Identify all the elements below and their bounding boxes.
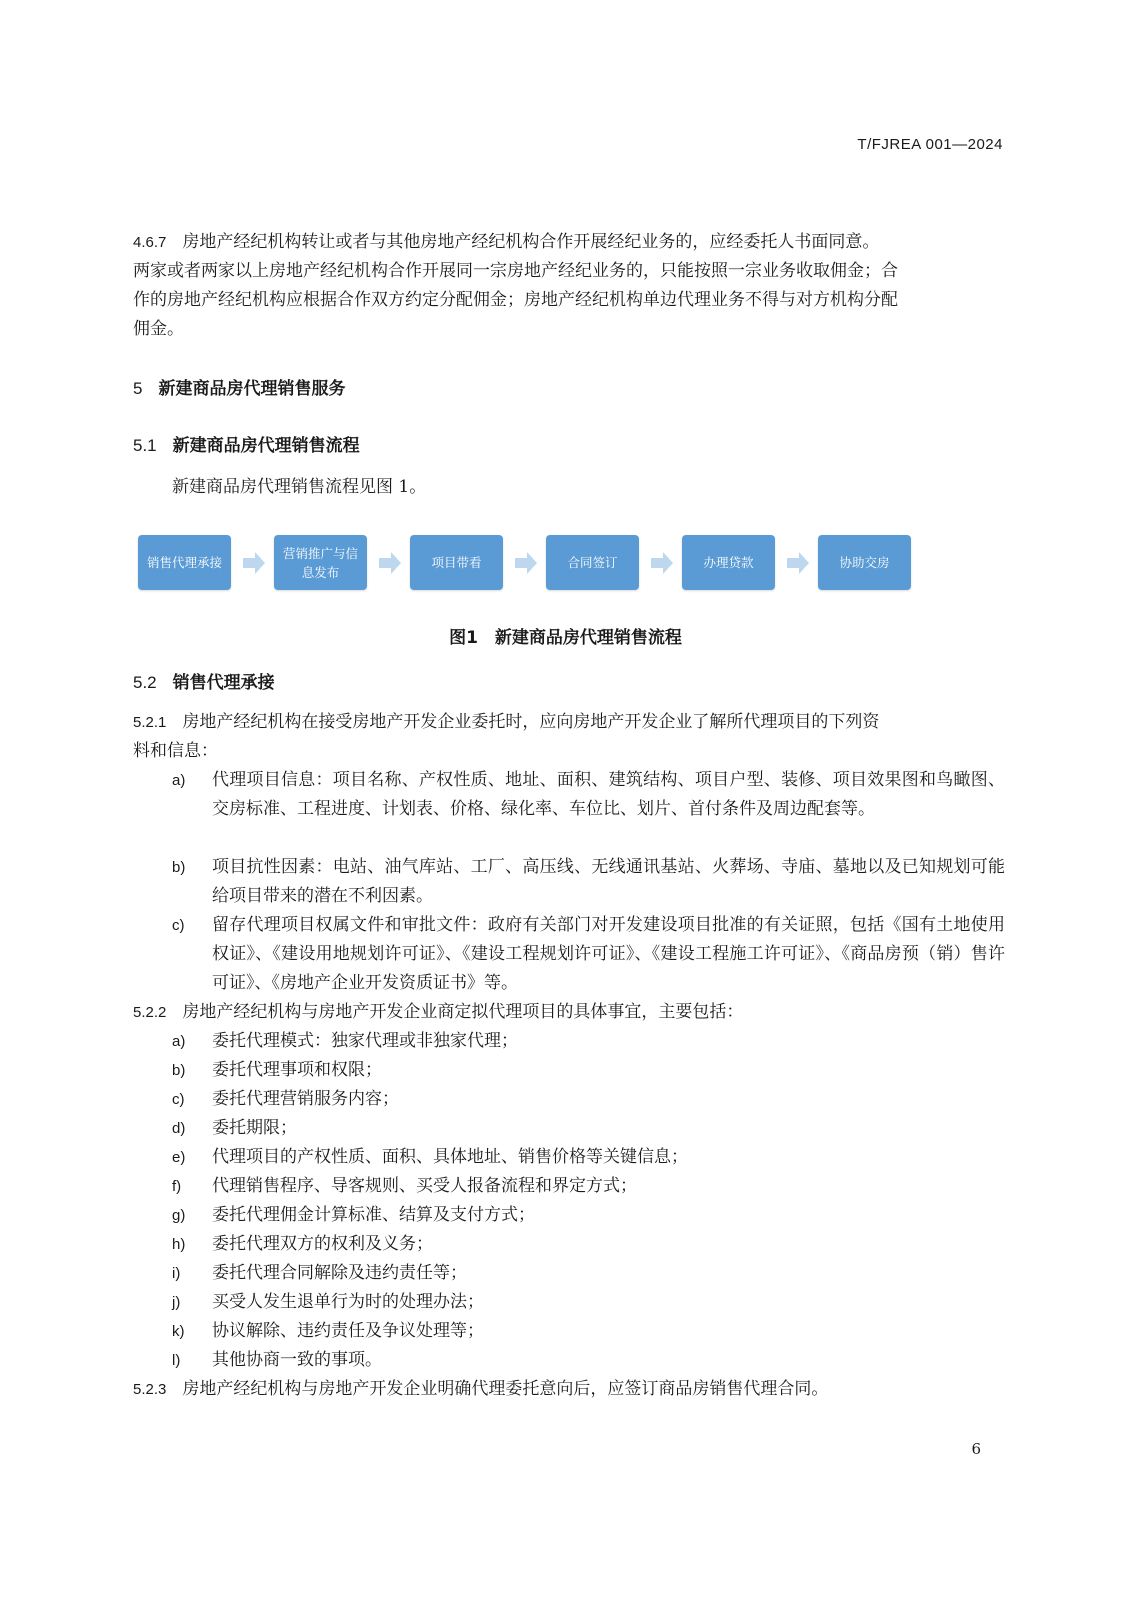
list-item-text: 代理项目信息：项目名称、产权性质、地址、面积、建筑结构、项目户型、装修、项目效果图和鸟瞰图、交房标准、工程进度、计划表、价格、绿化率、车位比、划片、首付条件及周边配套等。 — [212, 770, 1005, 819]
section-number: 5 — [133, 379, 143, 398]
list-item-text: 委托代理营销服务内容； — [212, 1089, 399, 1109]
list-item — [172, 1056, 1005, 1085]
list-item — [172, 766, 1005, 824]
list-item-label: a) — [172, 772, 186, 789]
list-item-label: d) — [172, 1120, 186, 1137]
clause-number: 5.2.2 — [133, 1004, 167, 1021]
clause-number: 4.6.7 — [133, 234, 167, 251]
section-number: 5.2 — [133, 673, 157, 692]
clause-text: 房地产经纪机构与房地产开发企业明确代理委托意向后，应签订商品房销售代理合同。 — [182, 1379, 829, 1399]
flow-step-5: 办理贷款 — [682, 535, 775, 590]
list-item-label: c) — [172, 917, 185, 934]
list-item-label: b) — [172, 1062, 186, 1079]
section-title: 新建商品房代理销售服务 — [158, 379, 346, 399]
list-item-label: j) — [172, 1294, 181, 1311]
list-item — [172, 1027, 1005, 1056]
clause-number: 5.2.1 — [133, 714, 167, 731]
arrow-right-icon — [787, 552, 809, 574]
figure-caption: 图1 新建商品房代理销售流程 — [449, 628, 682, 648]
list-item-text: 委托代理合同解除及违约责任等； — [212, 1263, 467, 1283]
list-item — [172, 1346, 1005, 1375]
clause-line: 两家或者两家以上房地产经纪机构合作开展同一宗房地产经纪业务的，只能按照一宗业务收取佣金；合 — [133, 261, 898, 281]
flow-step-6: 协助交房 — [818, 535, 911, 590]
list-item — [172, 911, 1005, 998]
flow-intro: 新建商品房代理销售流程见图 1。 — [172, 477, 427, 497]
list-item-label: f) — [172, 1178, 182, 1195]
arrow-right-icon — [243, 552, 265, 574]
list-item — [172, 1230, 1005, 1259]
list-item — [172, 1317, 1005, 1346]
list-item — [172, 1143, 1005, 1172]
list-item-label: k) — [172, 1323, 185, 1340]
clause-number: 5.2.3 — [133, 1381, 167, 1398]
flow-step-3: 项目带看 — [410, 535, 503, 590]
section-heading-5-2 — [133, 668, 275, 693]
flow-diagram — [138, 535, 918, 592]
standard-code: T/FJREA 001—2024 — [857, 136, 1003, 153]
clause-5-2-2 — [133, 998, 1005, 1027]
list-item — [172, 1259, 1005, 1288]
clause-line — [133, 228, 1005, 257]
section-title: 新建商品房代理销售流程 — [172, 436, 360, 456]
list-item-text: 代理项目的产权性质、面积、具体地址、销售价格等关键信息； — [212, 1147, 688, 1167]
list-item-label: a) — [172, 1033, 186, 1050]
list-item-text: 其他协商一致的事项。 — [212, 1350, 382, 1370]
list-item-text: 项目抗性因素：电站、油气库站、工厂、高压线、无线通讯基站、火葬场、寺庙、墓地以及已知规划可能给项目带来的潜在不利因素。 — [212, 857, 1005, 906]
list-item-label: l) — [172, 1352, 181, 1369]
arrow-right-icon — [379, 552, 401, 574]
list-item-text: 委托期限； — [212, 1118, 297, 1138]
clause-5-2-1 — [133, 708, 1005, 766]
page-number: 6 — [971, 1440, 981, 1458]
list-item-label: b) — [172, 859, 186, 876]
list-item-text: 委托代理事项和权限； — [212, 1060, 382, 1080]
list-item — [172, 1085, 1005, 1114]
list-item-label: e) — [172, 1149, 186, 1166]
clause-text: 房地产经纪机构在接受房地产开发企业委托时，应向房地产开发企业了解所代理项目的下列资 — [182, 712, 880, 732]
clause-5-2-3 — [133, 1375, 1005, 1404]
list-item-text: 委托代理佣金计算标准、结算及支付方式； — [212, 1205, 535, 1225]
list-item — [172, 1201, 1005, 1230]
clause-text: 房地产经纪机构与房地产开发企业商定拟代理项目的具体事宜，主要包括： — [182, 1002, 744, 1022]
clause-4-6-7 — [133, 228, 1005, 344]
arrow-right-icon — [651, 552, 673, 574]
list-item-text: 协议解除、违约责任及争议处理等； — [212, 1321, 484, 1341]
clause-line: 料和信息： — [133, 741, 218, 761]
flow-step-1: 销售代理承接 — [138, 535, 231, 590]
clause-line: 佣金。 — [133, 319, 184, 339]
list-item-text: 委托代理双方的权利及义务； — [212, 1234, 433, 1254]
flow-step-4: 合同签订 — [546, 535, 639, 590]
clause-line: 作的房地产经纪机构应根据合作双方约定分配佣金；房地产经纪机构单边代理业务不得与对方机构分配 — [133, 290, 898, 310]
section-title: 销售代理承接 — [172, 673, 275, 693]
clause-line — [133, 708, 1005, 737]
clause-text: 房地产经纪机构转让或者与其他房地产经纪机构合作开展经纪业务的，应经委托人书面同意。 — [182, 232, 880, 252]
list-item — [172, 853, 1005, 911]
list-item-label: i) — [172, 1265, 181, 1282]
list-item — [172, 1114, 1005, 1143]
section-heading-5 — [133, 374, 345, 399]
list-item-text: 留存代理项目权属文件和审批文件：政府有关部门对开发建设项目批准的有关证照，包括《国有土地使用权证》、《建设用地规划许可证》、《建设工程规划许可证》、《建设工程施工许可证》、《商品房预（销）售许可证》、《房地产企业开发资质证书》等。 — [212, 915, 1005, 993]
list-item-label: g) — [172, 1207, 186, 1224]
list-item-text: 买受人发生退单行为时的处理办法； — [212, 1292, 484, 1312]
list-item-label: h) — [172, 1236, 186, 1253]
list-item — [172, 1288, 1005, 1317]
list-item-text: 委托代理模式：独家代理或非独家代理； — [212, 1031, 518, 1051]
list-item-label: c) — [172, 1091, 185, 1108]
section-number: 5.1 — [133, 436, 157, 455]
list-item-text: 代理销售程序、导客规则、买受人报备流程和界定方式； — [212, 1176, 637, 1196]
arrow-right-icon — [515, 552, 537, 574]
section-heading-5-1 — [133, 431, 360, 456]
flow-step-2: 营销推广与信息发布 — [274, 535, 367, 590]
list-item — [172, 1172, 1005, 1201]
